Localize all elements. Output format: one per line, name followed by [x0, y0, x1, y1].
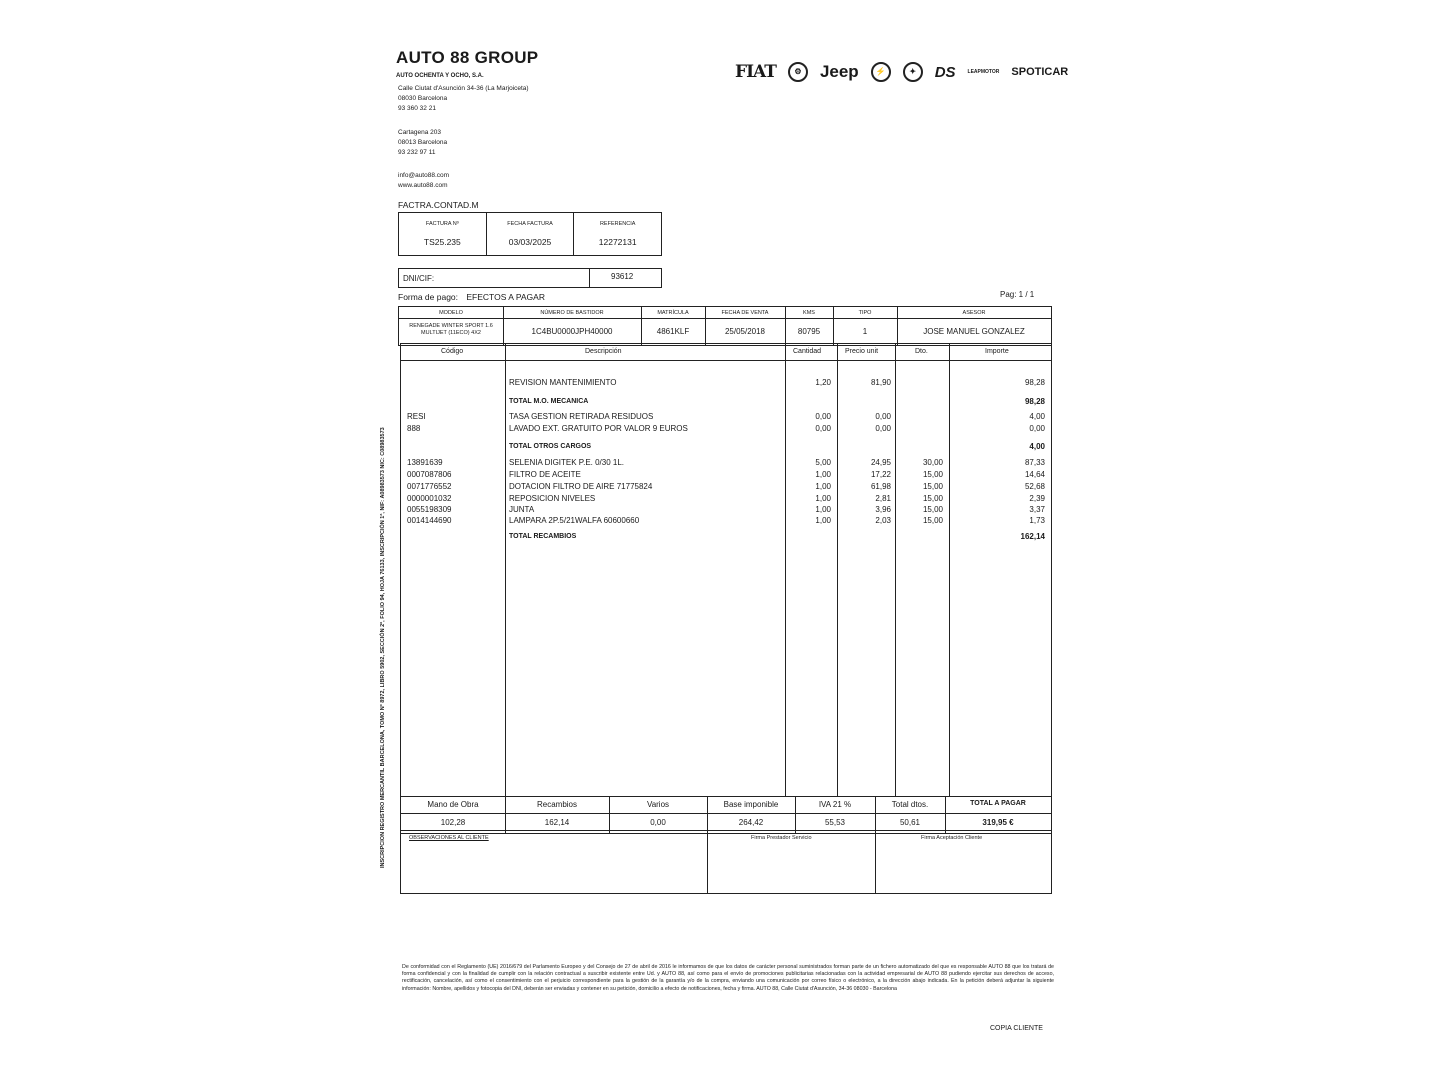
- line-description: LAVADO EXT. GRATUITO POR VALOR 9 EUROS: [509, 424, 688, 433]
- observations-label: OBSERVACIONES AL CLIENTE: [409, 835, 489, 841]
- payment-method-value: EFECTOS A PAGAR: [466, 292, 545, 302]
- fiat-logo: FIAT: [735, 62, 776, 82]
- invoice-date: 03/03/2025: [508, 237, 552, 247]
- line-unit-price: 2,81: [875, 494, 891, 503]
- line-discount: 15,00: [922, 470, 943, 479]
- leapmotor-logo: LEAPMOTOR: [967, 69, 1000, 75]
- brand-logo: AUTO 88 GROUP: [396, 48, 539, 67]
- address-block-2: [398, 128, 447, 158]
- total-discount-label: Total dtos.: [891, 800, 929, 809]
- alfa-logo: ⚙: [788, 62, 808, 82]
- line-amount: 4,00: [1029, 412, 1045, 421]
- misc-label: Varios: [646, 800, 670, 809]
- line-code: 0014144690: [407, 516, 452, 525]
- invoice-number-label: FACTURA Nº: [425, 221, 459, 227]
- chassis-label: NÚMERO DE BASTIDOR: [540, 310, 604, 316]
- reference-cell: [574, 213, 661, 255]
- line-discount: 15,00: [922, 482, 943, 491]
- payment-method-label: Forma de pago:: [398, 292, 459, 302]
- line-code: 13891639: [407, 458, 443, 467]
- document-type: FACTRA.CONTAD.M: [398, 200, 479, 210]
- reference-value: 12272131: [598, 237, 637, 247]
- jeep-logo: Jeep: [819, 62, 859, 81]
- misc-value: 0,00: [650, 818, 666, 827]
- kms-value: 80795: [797, 327, 821, 336]
- line-description: REVISION MANTENIMIENTO: [509, 378, 617, 387]
- page-number: Pag: 1 / 1: [1000, 290, 1035, 299]
- taxable-base-value: 264,42: [738, 818, 764, 827]
- address-line: 93 232 97 11: [398, 149, 436, 156]
- line-quantity: 1,00: [815, 505, 831, 514]
- line-amount: 1,73: [1029, 516, 1045, 525]
- labour-value: 102,28: [440, 818, 466, 827]
- plate-value: 4861KLF: [656, 327, 690, 336]
- type-value: 1: [862, 327, 868, 336]
- model-label: MODELO: [439, 310, 463, 316]
- line-description: TOTAL RECAMBIOS: [509, 533, 577, 540]
- parts-value: 162,14: [544, 818, 570, 827]
- invoice-number: TS25.235: [423, 237, 461, 247]
- quantity-header: Cantidad: [793, 348, 822, 355]
- address-line: 93 360 32 21: [398, 105, 436, 112]
- ds-logo: DS: [934, 63, 956, 81]
- line-description: JUNTA: [509, 505, 535, 514]
- address-line: Cartagena 203: [398, 129, 442, 136]
- payment-method: [398, 292, 545, 302]
- unit-price-header: Precio unit: [845, 348, 879, 355]
- line-description: SELENIA DIGITEK P.E. 0/30 1L.: [509, 458, 625, 467]
- brand-logos: [735, 62, 1068, 82]
- abarth-logo: ✦: [903, 62, 923, 82]
- provider-signature-label: Firma Prestador Servicio: [751, 835, 812, 841]
- spoticar-logo: SPOTICAR: [1011, 66, 1069, 78]
- line-quantity: 5,00: [815, 458, 831, 467]
- discount-header: Dto.: [915, 348, 928, 355]
- line-quantity: 1,00: [815, 470, 831, 479]
- line-items-table: [400, 343, 1052, 797]
- line-quantity: 1,00: [815, 482, 831, 491]
- line-quantity: 0,00: [815, 424, 831, 433]
- line-code: 888: [407, 424, 421, 433]
- line-amount: 98,28: [1024, 397, 1045, 406]
- dni-value: 93612: [611, 272, 634, 281]
- line-amount: 162,14: [1020, 532, 1045, 541]
- line-unit-price: 61,98: [870, 482, 891, 491]
- line-amount: 4,00: [1029, 442, 1045, 451]
- sale-date-value: 25/05/2018: [724, 327, 766, 336]
- address-line: 08030 Barcelona: [398, 95, 448, 102]
- address-block-1: [398, 84, 529, 114]
- line-description: DOTACION FILTRO DE AIRE 71775824: [509, 482, 653, 491]
- line-unit-price: 17,22: [870, 470, 891, 479]
- registry-vertical-text: INSCRIPCION REGISTRO MERCANTIL BARCELONA, TOMO Nº 8972, LIBRO 5902, SECCIÓN 2ª, FOLIO 94, HOJA 76133, INSCRIPCIÓN 1ª, NIF: A08983573 NIC: C08983573: [380, 427, 386, 868]
- type-label: TIPO: [858, 310, 872, 316]
- copy-label: COPIA CLIENTE: [990, 1025, 1043, 1032]
- line-amount: 3,37: [1029, 505, 1045, 514]
- labour-label: Mano de Obra: [427, 800, 479, 809]
- sale-date-label: FECHA DE VENTA: [721, 310, 769, 316]
- description-header: Descripción: [585, 348, 622, 355]
- line-description: TASA GESTION RETIRADA RESIDUOS: [509, 412, 654, 421]
- opel-logo: ⚡: [871, 62, 891, 82]
- line-discount: 30,00: [922, 458, 943, 467]
- contact-block: [398, 171, 449, 191]
- advisor-value: JOSE MANUEL GONZALEZ: [923, 327, 1025, 336]
- line-unit-price: 3,96: [875, 505, 891, 514]
- line-unit-price: 0,00: [875, 424, 891, 433]
- dni-box: [398, 268, 662, 288]
- line-description: TOTAL M.O. MECANICA: [509, 398, 589, 405]
- invoice-date-label: FECHA FACTURA: [507, 221, 553, 227]
- contact-web: www.auto88.com: [398, 182, 448, 189]
- line-amount: 14,64: [1024, 470, 1045, 479]
- line-code: 0071776552: [407, 482, 452, 491]
- vat-value: 55,53: [824, 818, 846, 827]
- line-code: 0055198309: [407, 505, 452, 514]
- advisor-label: ASESOR: [962, 310, 986, 316]
- line-description: REPOSICION NIVELES: [509, 494, 596, 503]
- line-quantity: 1,00: [815, 516, 831, 525]
- taxable-base-label: Base imponible: [723, 800, 779, 809]
- line-quantity: 1,00: [815, 494, 831, 503]
- line-quantity: 0,00: [815, 412, 831, 421]
- model-value: RENEGADE WINTER SPORT 1.6 MULTIJET (11ECO) 4X2: [409, 323, 493, 336]
- line-description: TOTAL OTROS CARGOS: [509, 443, 592, 450]
- total-discount-value: 50,61: [899, 818, 921, 827]
- vat-label: IVA 21 %: [818, 800, 852, 809]
- line-quantity: 1,20: [815, 378, 831, 387]
- line-code: RESI: [407, 412, 426, 421]
- line-amount: 87,33: [1024, 458, 1045, 467]
- signature-box: [400, 830, 1052, 894]
- line-unit-price: 24,95: [870, 458, 891, 467]
- address-line: Calle Ciutat d'Asunción 34-36 (La Marjoiceta): [398, 85, 529, 92]
- company-name: AUTO OCHENTA Y OCHO, S.A.: [396, 73, 484, 79]
- line-discount: 15,00: [922, 505, 943, 514]
- line-amount: 98,28: [1024, 378, 1045, 387]
- parts-label: Recambios: [536, 800, 577, 809]
- dni-label: DNI/CIF:: [403, 274, 435, 283]
- totals-box: [400, 796, 1052, 834]
- line-unit-price: 0,00: [875, 412, 891, 421]
- address-line: 08013 Barcelona: [398, 139, 448, 146]
- line-amount: 52,68: [1024, 482, 1045, 491]
- chassis-value: 1C4BU0000JPH40000: [531, 327, 613, 336]
- amount-header: Importe: [985, 348, 1009, 355]
- line-unit-price: 2,03: [875, 516, 891, 525]
- vehicle-box: [398, 306, 1052, 346]
- line-amount: 0,00: [1029, 424, 1045, 433]
- line-discount: 15,00: [922, 494, 943, 503]
- invoice-number-cell: [399, 213, 487, 255]
- reference-label: REFERENCIA: [599, 221, 636, 227]
- contact-email: info@auto88.com: [398, 172, 450, 179]
- line-description: FILTRO DE ACEITE: [509, 470, 581, 479]
- client-signature-label: Firma Aceptación Cliente: [921, 835, 983, 841]
- total-due-value: 319,95 €: [982, 818, 1014, 827]
- line-unit-price: 81,90: [870, 378, 891, 387]
- invoice-date-cell: [487, 213, 575, 255]
- line-description: LAMPARA 2P.5/21WALFA 60600660: [509, 516, 640, 525]
- code-header: Código: [441, 348, 464, 355]
- line-code: 0000001032: [407, 494, 452, 503]
- kms-label: KMS: [803, 310, 815, 316]
- legal-notice: De conformidad con el Reglamento (UE) 2016/679 del Parlamento Europeo y del Consejo de 27 de abril de 2016 le informamos de que los datos de carácter personal suministrados forman parte de un fichero automatizado del que es responsable AUTO 88 que los tratará de forma confidencial y con la finalidad de cumplir con la relación contractual a suscribir existente entre Ud. y AUTO 88, así como para el envío de promociones publicitarias relacionadas con la actividad empresarial de AUTO 88 pudiendo ejercitar sus derechos de acceso, rectificación, cancelación, así como el consentimiento con el perjuicio correspondiente para la gestión de la garantía y/o de la compra, enviando una comunicación por correo físico o electrónico, a la dirección abajo indicada. En la petición deberá adjuntar la siguiente información: Nombre, apellidos y fotocopia del DNI, deberán ser enviadas y contener en su petición, domicilio a efecto de notificaciones, fecha y firma. AUTO 88, Calle Ciutat d'Asunción, 34-36 08030 - Barcelona: [402, 964, 1054, 992]
- invoice-info-box: [398, 212, 662, 256]
- line-amount: 2,39: [1029, 494, 1045, 503]
- line-code: 0007087806: [407, 470, 452, 479]
- total-due-label: TOTAL A PAGAR: [970, 800, 1026, 807]
- line-discount: 15,00: [922, 516, 943, 525]
- plate-label: MATRÍCULA: [657, 310, 689, 316]
